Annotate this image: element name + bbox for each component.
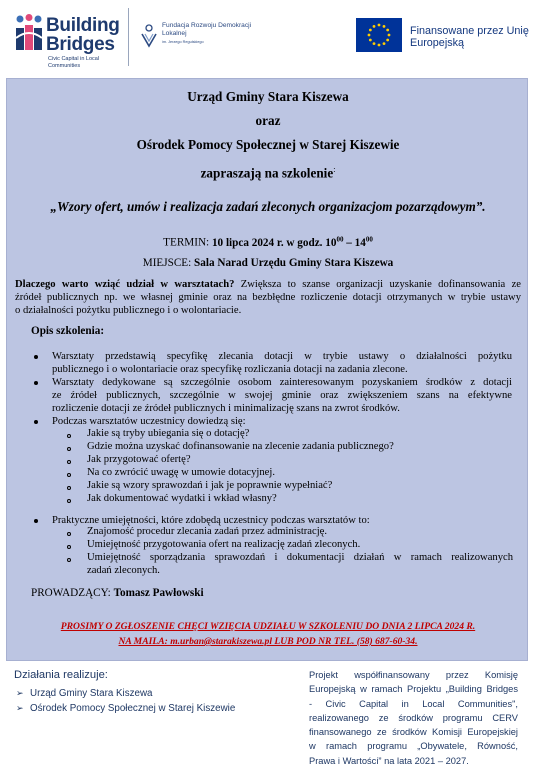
sub-item: Jakie są tryby ubiegania się o dotację? [87, 428, 250, 439]
announcement-box [6, 78, 528, 661]
footer-right-line: w ramach programu „Obywatele, Równość, [309, 741, 518, 752]
signup-cta-line-1: PROSIMY O ZGŁOSZENIE CHĘCI WZIĘCIA UDZIAŁU W SZKOLENIU DO DNIA 2 LIPCA 2024 R. [60, 621, 476, 632]
place-line [7, 257, 529, 269]
eu-star [369, 29, 372, 32]
bb-subtitle: Civic Capital in Local Communities [48, 56, 100, 69]
frdl-name: Fundacja Rozwoju Demokracji Lokalnej [162, 22, 252, 37]
eu-star [378, 44, 381, 47]
frdl-logo [140, 22, 250, 62]
sub-bullet-circle [67, 499, 71, 503]
bullet-3: Podczas warsztatów uczestnicy dowiedzą się: [52, 416, 246, 427]
skill-item-3-line-1: Umiejętność sporządzania sprawozdań i dokumentacji działań w ramach realizowanych [87, 552, 513, 563]
eu-star [388, 34, 391, 37]
sub-bullet-circle [67, 447, 71, 451]
lead-value: Tomasz Pawłowski [113, 587, 204, 599]
eu-star [368, 34, 371, 37]
bullet-1-line-1: Warsztaty przedstawią specyfikę zlecania dotacji w trybie ustawy o działalności pożytku [52, 351, 512, 362]
eu-star [383, 25, 386, 28]
description-heading: Opis szkolenia: [31, 325, 105, 337]
arrow-right-icon: ➢ [16, 688, 24, 698]
eu-star [369, 39, 372, 42]
why-line-2: źródeł publicznych np. we własnej gminie oraz na bezbłędne rozliczenie dotacji otrzymanych w trybie ustawy [15, 292, 521, 303]
lead-label: PROWADZĄCY: [31, 587, 111, 599]
place-value: Sala Narad Urzędu Gminy Stara Kiszewa [194, 257, 394, 269]
sub-bullet-circle [67, 532, 71, 536]
invite-mark: : [333, 165, 336, 174]
header-divider [128, 8, 129, 66]
bullet-1-line-2: publicznego i o wolontariacie oraz specyfikę rozliczania dotacji na zadania zlecone. [52, 364, 408, 375]
sub-bullet-circle [67, 434, 71, 438]
frdl-icon [140, 24, 158, 48]
bb-title-2: Bridges [46, 34, 115, 55]
bullet-4: Praktyczne umiejętności, które zdobędą uczestnicy podczas warsztatów to: [52, 515, 370, 526]
footer-right-line: Europejską w ramach Projektu „Building Bridges [309, 684, 518, 695]
term-label: TERMIN: [163, 236, 210, 249]
term-date: 10 lipca 2024 r. w godz. 10 [211, 236, 337, 249]
footer-right-line: Prawa i Wartości” na lata 2021 – 2027. [309, 755, 469, 766]
footer-left-item-1: Urząd Gminy Stara Kiszewa [30, 688, 153, 699]
sub-item: Jak przygotować ofertę? [87, 454, 191, 465]
eu-star [373, 25, 376, 28]
sub-item: Jakie są wzory sprawozdań i jak je poprawnie wypełniać? [87, 480, 333, 491]
term-start-minutes: 00 [336, 235, 344, 243]
building-bridges-icon [14, 14, 44, 54]
skill-item-3-line-2: zadań zleconych. [87, 564, 160, 576]
invite-line [7, 165, 529, 181]
footer-right-line: Projekt współfinansowany przez Komisję [309, 670, 518, 680]
eu-star [383, 42, 386, 45]
sub-item: Gdzie można uzyskać dofinansowanie na zlecenie zadania publicznego? [87, 441, 394, 452]
bullet-2-line-3: rozliczenie dotacji ze źródeł publicznych i minimalizację szans na zwrot środków. [52, 403, 400, 414]
signup-cta-line-2[interactable]: NA MAILA: m.urban@starakiszewa.pl LUB POD NR TEL. (58) 687-60-34. [118, 636, 418, 647]
sub-bullet-circle [67, 545, 71, 549]
why-line-3: o działalności pożytku publicznego i o wolontariacie. [15, 305, 242, 316]
invite-text: zapraszają na szkolenie [200, 165, 334, 181]
sub-bullet-circle [67, 558, 71, 562]
footer-right-paragraph [309, 668, 518, 768]
building-bridges-logo [14, 8, 132, 72]
sub-item: Na co zwrócić uwagę w umowie dotacyjnej. [87, 467, 275, 478]
eu-funding-text: Finansowane przez Unię Europejską [410, 25, 529, 49]
eu-star [386, 29, 389, 32]
place-label: MIEJSCE: [142, 257, 192, 269]
arrow-right-icon: ➢ [16, 703, 24, 713]
footer-left-item-2: Ośrodek Pomocy Społecznej w Starej Kiszewie [30, 703, 236, 714]
term-end-minutes: 00 [365, 235, 373, 243]
training-title: „Wzory ofert, umów i realizacja zadań zleconych organizacjom pozarządowym”. [50, 199, 486, 214]
eu-star [373, 42, 376, 45]
skill-item: Umiejętność przygotowania ofert na realizację zadań zleconych. [87, 539, 361, 550]
frdl-subtitle: im. Jerzego Regulskiego [162, 40, 204, 44]
eu-funding-logo [356, 18, 531, 60]
bullet-dot [34, 355, 38, 359]
skill-item [87, 552, 513, 577]
eu-flag-icon [356, 18, 402, 52]
why-text-1: Zwiększa to szanse organizacji uzyskanie dofinansowania ze [234, 279, 521, 290]
bb-title-1: Building [46, 15, 120, 36]
header [0, 0, 538, 78]
bullet-2-line-1: Warsztaty dedykowane są szczególnie osobom zainteresowanym pozyskaniem środków z dotacji [52, 377, 512, 388]
term-line [7, 235, 529, 249]
why-paragraph [15, 278, 521, 317]
footer-left-title: Działania realizuje: [14, 669, 108, 681]
eu-star [378, 24, 381, 27]
why-line-1 [15, 278, 521, 291]
eu-star [386, 39, 389, 42]
sub-bullet-circle [67, 486, 71, 490]
bullet-1 [52, 350, 512, 376]
term-dash: – 14 [343, 236, 366, 249]
sub-bullet-circle [67, 460, 71, 464]
term-value [212, 237, 373, 249]
why-bold: Dlaczego warto wziąć udział w warsztatach? [15, 279, 235, 290]
bullet-dot [34, 519, 38, 523]
sub-bullet-circle [67, 473, 71, 477]
footer-right-line: - Civic Capital in Local Communities", [309, 698, 518, 709]
bullet-dot [34, 420, 38, 424]
bullet-dot [34, 381, 38, 385]
footer-right-line: finansowanego ze środków Komisji Europejskiej [309, 727, 518, 738]
lead-line [31, 587, 204, 599]
bullet-2 [52, 376, 512, 415]
footer-right-line: realizowanego ze środków programu CERV [309, 712, 518, 723]
organizer-1: Urząd Gminy Stara Kiszewa [187, 89, 349, 104]
and-text: oraz [255, 113, 281, 128]
organizer-2: Ośrodek Pomocy Społecznej w Starej Kiszewie [136, 137, 400, 152]
skill-item: Znajomość procedur zlecania zadań przez administrację. [87, 526, 327, 537]
bullet-2-line-2: ze źródeł publicznych, szczególnie w swojej gminie oraz zwiększeniem szans na efektywne [52, 390, 512, 401]
sub-item: Jak dokumentować wydatki i wkład własny? [87, 493, 277, 504]
